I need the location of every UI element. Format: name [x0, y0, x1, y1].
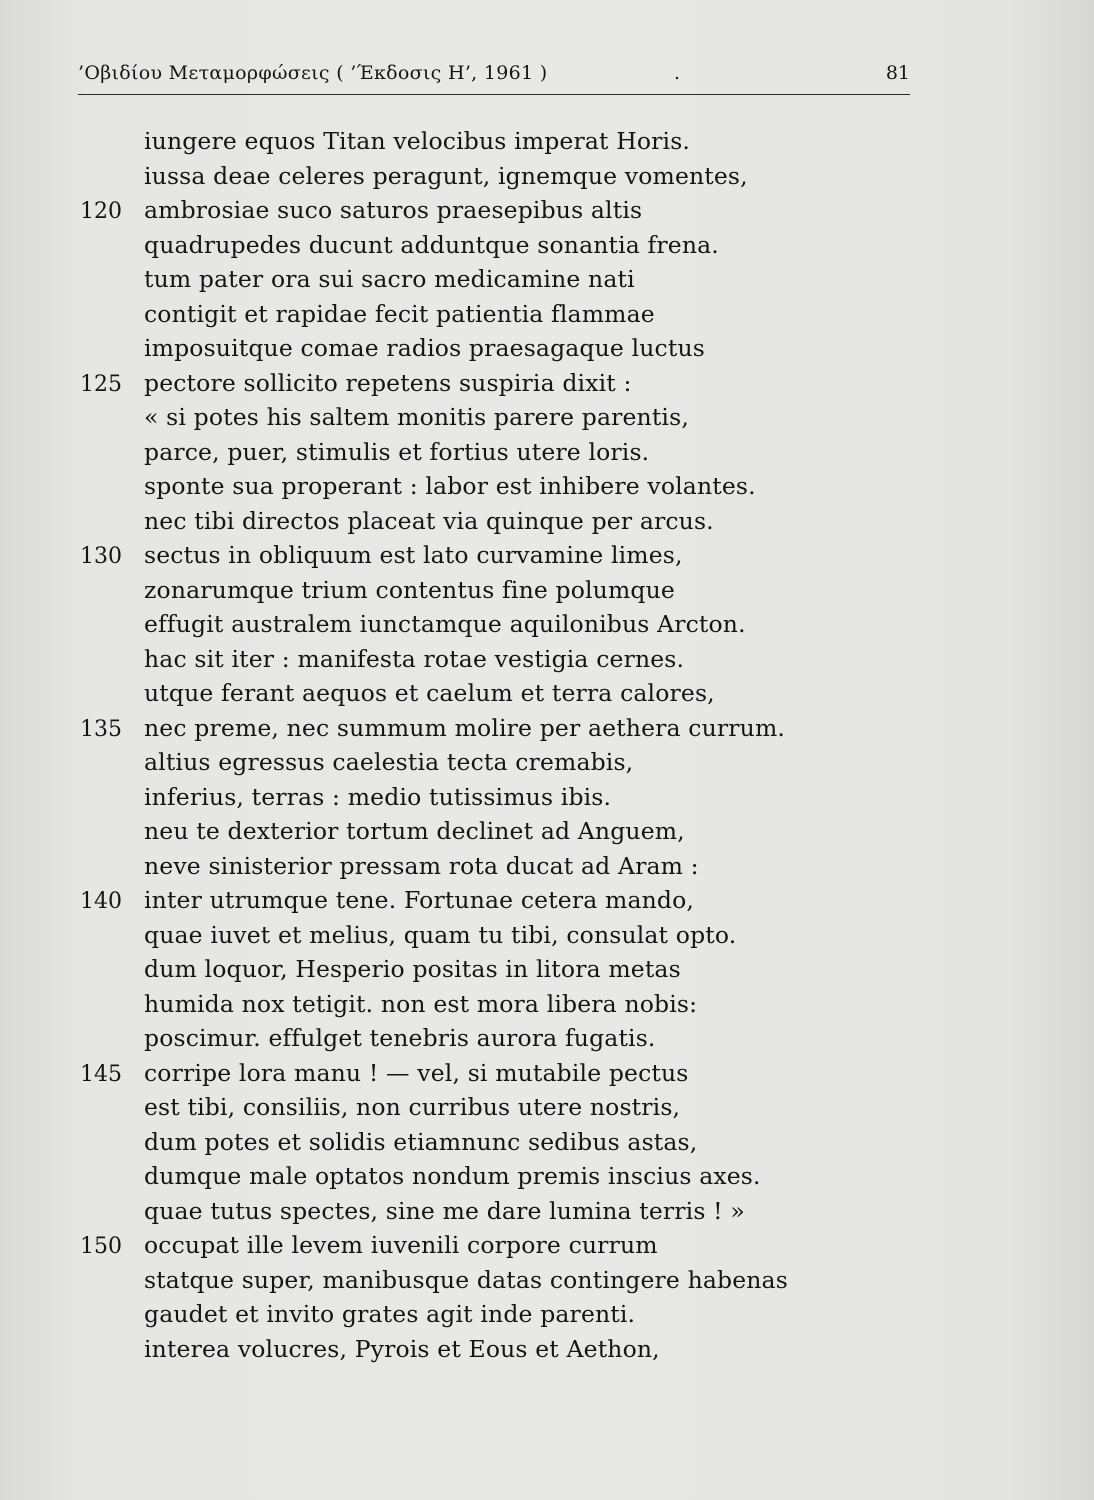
verse-block — [0, 124, 1094, 1366]
verse-number: 135 — [80, 716, 122, 742]
verse-text: zonarumque trium contentus fine polumque — [144, 575, 675, 604]
verse-text: statque super, manibusque datas contingere habenas — [144, 1265, 788, 1294]
verse-text: iussa deae celeres peragunt, ignemque vomentes, — [144, 161, 748, 190]
verse-line — [0, 1159, 1094, 1194]
verse-text: pectore sollicito repetens suspiria dixit : — [144, 368, 632, 397]
verse-line — [0, 124, 1094, 159]
verse-text: est tibi, consiliis, non curribus utere nostris, — [144, 1093, 681, 1121]
verse-number: 150 — [80, 1234, 122, 1259]
verse-text: poscimur. effulget tenebris aurora fugatis. — [144, 1024, 656, 1052]
running-header — [78, 60, 910, 95]
verse-line — [0, 366, 1094, 401]
verse-text: tum pater ora sui sacro medicamine nati — [144, 265, 635, 293]
verse-text: gaudet et invito grates agit inde parenti. — [144, 1300, 636, 1328]
header-dot: . — [674, 62, 681, 84]
verse-line — [0, 228, 1094, 263]
verse-text: hac sit iter : manifesta rotae vestigia cernes. — [144, 644, 685, 673]
verse-text: neve sinisterior pressam rota ducat ad Aram : — [144, 851, 699, 880]
verse-text: iungere equos Titan velocibus imperat Horis. — [144, 127, 691, 155]
verse-line — [0, 1125, 1094, 1160]
verse-text: nec preme, nec summum molire per aethera currum. — [144, 713, 786, 742]
verse-line — [0, 987, 1094, 1022]
verse-line — [0, 159, 1094, 194]
verse-text: dum potes et solidis etiamnunc sedibus astas, — [144, 1127, 698, 1156]
verse-text: corripe lora manu ! — vel, si mutabile pectus — [144, 1058, 689, 1087]
verse-line — [0, 607, 1094, 642]
verse-text: occupat ille levem iuvenili corpore currum — [144, 1231, 658, 1259]
verse-text: quae tutus spectes, sine me dare lumina terris ! » — [144, 1196, 745, 1225]
verse-line — [0, 1021, 1094, 1056]
verse-number: 130 — [80, 544, 122, 569]
verse-text: effugit australem iunctamque aquilonibus Arcton. — [144, 610, 746, 638]
verse-line — [0, 780, 1094, 815]
verse-text: parce, puer, stimulis et fortius utere loris. — [144, 437, 650, 466]
verse-text: quadrupedes ducunt adduntque sonantia frena. — [144, 230, 719, 259]
verse-line — [0, 883, 1094, 918]
verse-text: dum loquor, Hesperio positas in litora metas — [144, 955, 681, 983]
verse-text: contigit et rapidae fecit patientia flammae — [144, 299, 655, 328]
verse-line — [0, 400, 1094, 435]
verse-line — [0, 435, 1094, 470]
verse-line — [0, 1297, 1094, 1332]
verse-text: neu te dexterior tortum declinet ad Anguem, — [144, 817, 685, 845]
verse-number: 120 — [80, 199, 122, 224]
verse-text: sectus in obliquum est lato curvamine limes, — [144, 541, 683, 569]
verse-line — [0, 1228, 1094, 1263]
verse-line — [0, 297, 1094, 332]
page-number: 81 — [885, 62, 910, 84]
verse-line — [0, 745, 1094, 780]
verse-line — [0, 193, 1094, 228]
verse-text: altius egressus caelestia tecta cremabis, — [144, 748, 634, 776]
verse-text: « si potes his saltem monitis parere parentis, — [144, 403, 689, 431]
verse-number: 145 — [80, 1061, 122, 1087]
verse-text: humida nox tetigit. non est mora libera nobis: — [144, 989, 698, 1018]
verse-line — [0, 1194, 1094, 1229]
verse-line — [0, 1332, 1094, 1367]
verse-text: nec tibi directos placeat via quinque per arcus. — [144, 506, 714, 535]
verse-line — [0, 262, 1094, 297]
verse-text: utque ferant aequos et caelum et terra calores, — [144, 679, 715, 707]
verse-line — [0, 952, 1094, 987]
verse-text: sponte sua properant : labor est inhibere volantes. — [144, 472, 756, 500]
verse-line — [0, 573, 1094, 608]
verse-text: dumque male optatos nondum premis inscius axes. — [144, 1162, 761, 1190]
verse-line — [0, 711, 1094, 746]
header-title: ’Οβιδίου Μεταμορφώσεις ( ’Έκδοσις Η’, 1961 ) — [78, 62, 548, 84]
verse-text: quae iuvet et melius, quam tu tibi, consulat opto. — [144, 920, 737, 949]
verse-text: imposuitque comae radios praesagaque luctus — [144, 334, 705, 362]
verse-text: ambrosiae suco saturos praesepibus altis — [144, 196, 643, 224]
verse-line — [0, 1090, 1094, 1125]
verse-line — [0, 642, 1094, 677]
verse-line — [0, 331, 1094, 366]
verse-number: 125 — [80, 371, 122, 397]
verse-line — [0, 676, 1094, 711]
verse-number: 140 — [80, 889, 122, 914]
verse-text: inferius, terras : medio tutissimus ibis. — [144, 782, 612, 811]
verse-line — [0, 469, 1094, 504]
verse-line — [0, 504, 1094, 539]
verse-line — [0, 918, 1094, 953]
verse-line — [0, 849, 1094, 884]
verse-text: interea volucres, Pyrois et Eous et Aethon, — [144, 1334, 660, 1363]
verse-line — [0, 538, 1094, 573]
verse-line — [0, 1056, 1094, 1091]
verse-line — [0, 1263, 1094, 1298]
verse-line — [0, 814, 1094, 849]
verse-text: inter utrumque tene. Fortunae cetera mando, — [144, 886, 695, 914]
